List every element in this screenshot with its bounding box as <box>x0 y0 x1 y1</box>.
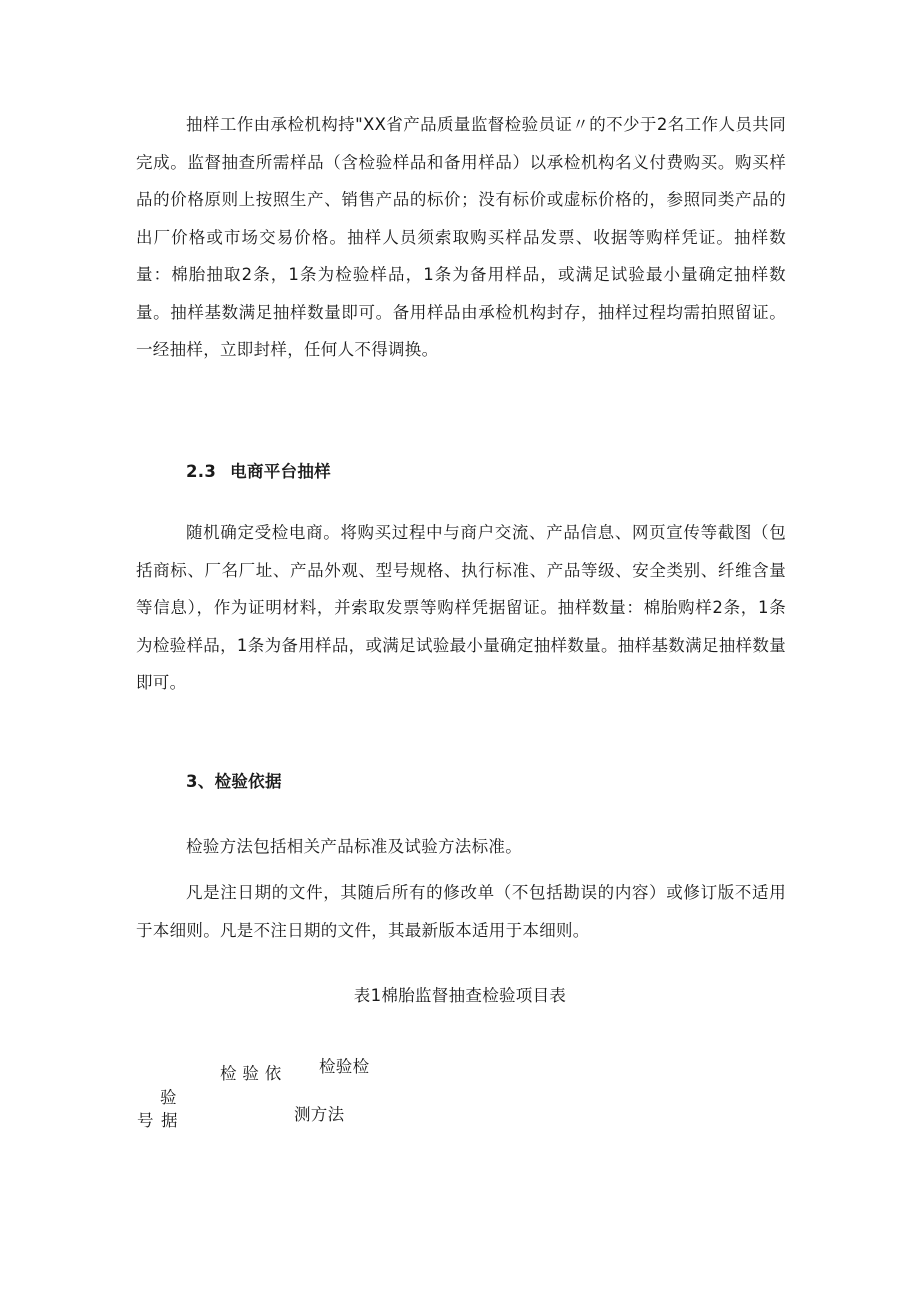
table-header-number-bottom: 号 <box>137 1111 154 1130</box>
table-header-method-bottom: 测方法 <box>294 1105 345 1124</box>
paragraph-ecommerce-sampling: 随机确定受检电商。将购买过程中与商户交流、产品信息、网页宣传等截图（包括商标、厂名厂址、产品外观、型号规格、执行标准、产品等级、安全类别、纤维含量等信息），作为证明材料，并索取发票等购样凭据留证。抽样数量：棉胎购样2条，1条为检验样品，1条为备用样品，或满足试验最小量确定抽样数量。抽样基数满足抽样数量即可。 <box>136 523 786 692</box>
heading-2-3-title: 电商平台抽样 <box>230 462 331 481</box>
paragraph-sampling-work: 抽样工作由承检机构持"XX省产品质量监督检验员证〃的不少于2名工作人员共同完成。监督抽查所需样品（含检验样品和备用样品）以承检机构名义付费购买。购买样品的价格原则上按照生产、销售产品的标价；没有标价或虚标价格的，参照同类产品的出厂价格或市场交易价格。抽样人员须索取购买样品发票、收据等购样凭证。抽样数量：棉胎抽取2条，1条为检验样品，1条为备用样品，或满足试验最小量确定抽样数量。抽样基数满足抽样数量即可。备用样品由承检机构封存，抽样过程均需拍照留证。一经抽样，立即封样，任何人不得调换。 <box>136 115 786 359</box>
table-header-number-mid: 验 <box>160 1088 177 1107</box>
heading-2-3-number: 2.3 <box>186 462 217 481</box>
heading-2-3 <box>186 458 331 482</box>
heading-3: 3、检验依据 <box>186 772 282 791</box>
table-header-basis-bottom: 据 <box>161 1111 178 1130</box>
paragraph-dated-documents: 凡是注日期的文件，其随后所有的修改单（不包括勘误的内容）或修订版不适用于本细则。凡是不注日期的文件，其最新版本适用于本细则。 <box>136 883 786 940</box>
table-header-basis-top: 检 验 依 <box>220 1064 282 1083</box>
paragraph-test-methods: 检验方法包括相关产品标准及试验方法标准。 <box>186 837 522 856</box>
table-caption: 表1棉胎监督抽查检验项目表 <box>353 986 567 1005</box>
table-header-method-top: 检验检 <box>319 1057 370 1076</box>
